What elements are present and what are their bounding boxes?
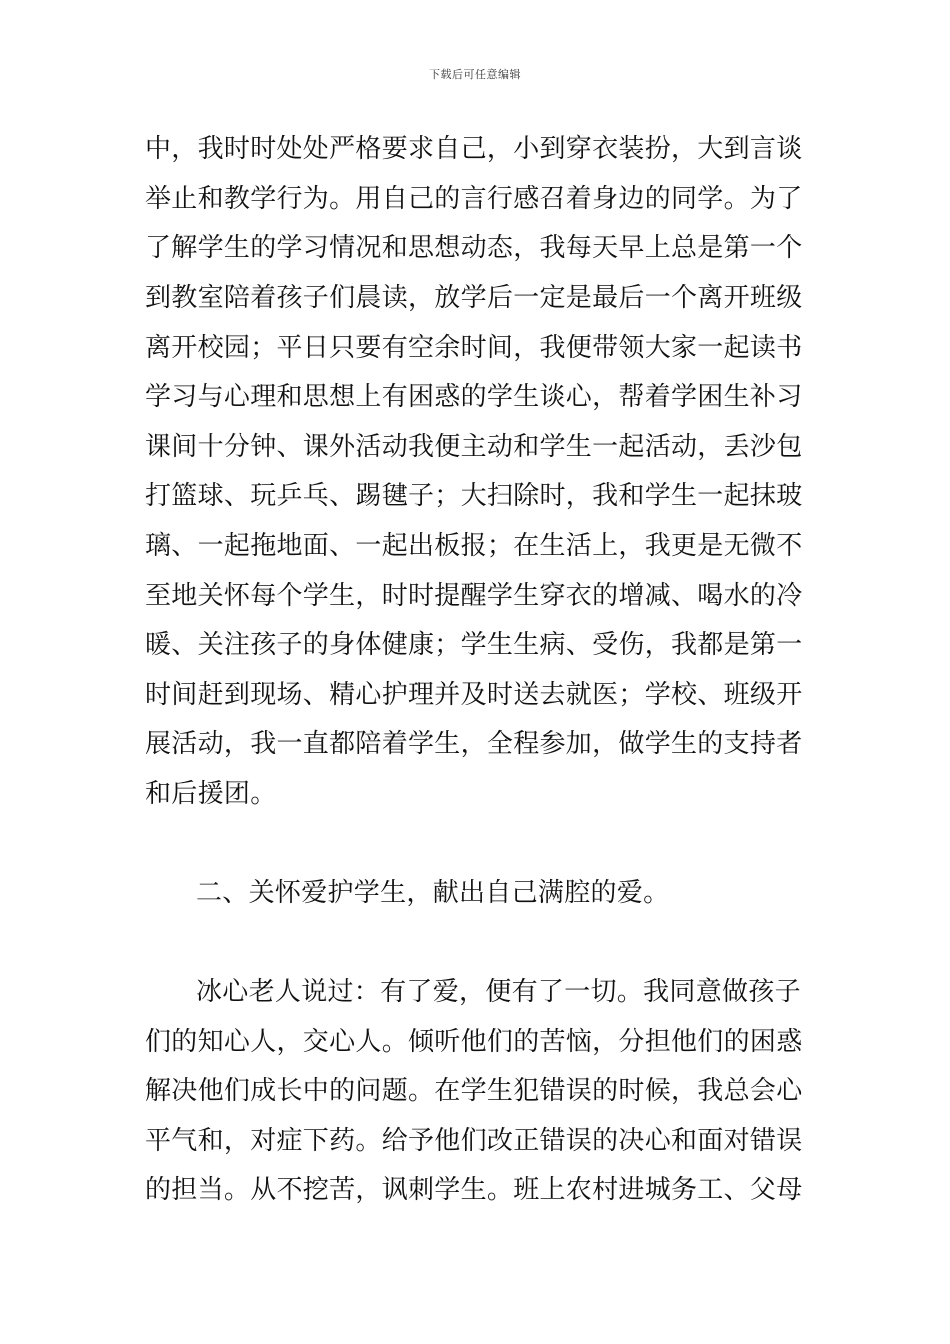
para1-line: 离开校园；平日只要有空余时间，我便带领大家一起读书 xyxy=(145,333,803,363)
para1-line: 到教室陪着孩子们晨读，放学后一定是最后一个离开班级 xyxy=(145,283,803,313)
section-heading: 二、关怀爱护学生，献出自己满腔的爱。 xyxy=(196,878,670,908)
para1-line: 暖、关注孩子的身体健康；学生生病、受伤，我都是第一 xyxy=(145,630,803,660)
para1-line: 和后援团。 xyxy=(145,779,277,809)
para2-line: 冰心老人说过：有了爱，便有了一切。我同意做孩子 xyxy=(196,977,801,1007)
para1-line: 时间赶到现场、精心护理并及时送去就医；学校、班级开 xyxy=(145,680,803,710)
para1-line: 展活动，我一直都陪着学生，全程参加，做学生的支持者 xyxy=(145,729,803,759)
para1-line: 璃、一起拖地面、一起出板报；在生活上，我更是无微不 xyxy=(145,531,803,561)
para1-line: 学习与心理和思想上有困惑的学生谈心，帮着学困生补习 xyxy=(145,382,803,412)
para1-line: 课间十分钟、课外活动我便主动和学生一起活动，丢沙包 xyxy=(145,432,803,462)
para1-line: 了解学生的学习情况和思想动态，我每天早上总是第一个 xyxy=(145,233,803,263)
para2-line: 解决他们成长中的问题。在学生犯错误的时候，我总会心 xyxy=(145,1076,803,1106)
para1-line: 打篮球、玩乒乓、踢毽子；大扫除时，我和学生一起抹玻 xyxy=(145,481,803,511)
para2-line: 平气和，对症下药。给予他们改正错误的决心和面对错误 xyxy=(145,1126,803,1156)
para2-line: 们的知心人，交心人。倾听他们的苦恼，分担他们的困惑 xyxy=(145,1027,803,1057)
para2-line: 的担当。从不挖苦，讽刺学生。班上农村进城务工、父母 xyxy=(145,1175,803,1205)
para1-line: 至地关怀每个学生，时时提醒学生穿衣的增减、喝水的冷 xyxy=(145,581,803,611)
header-note: 下载后可任意编辑 xyxy=(429,68,521,81)
para1-line: 举止和教学行为。用自己的言行感召着身边的同学。为了 xyxy=(145,184,803,214)
para1-line: 中，我时时处处严格要求自己，小到穿衣装扮，大到言谈 xyxy=(145,134,803,164)
